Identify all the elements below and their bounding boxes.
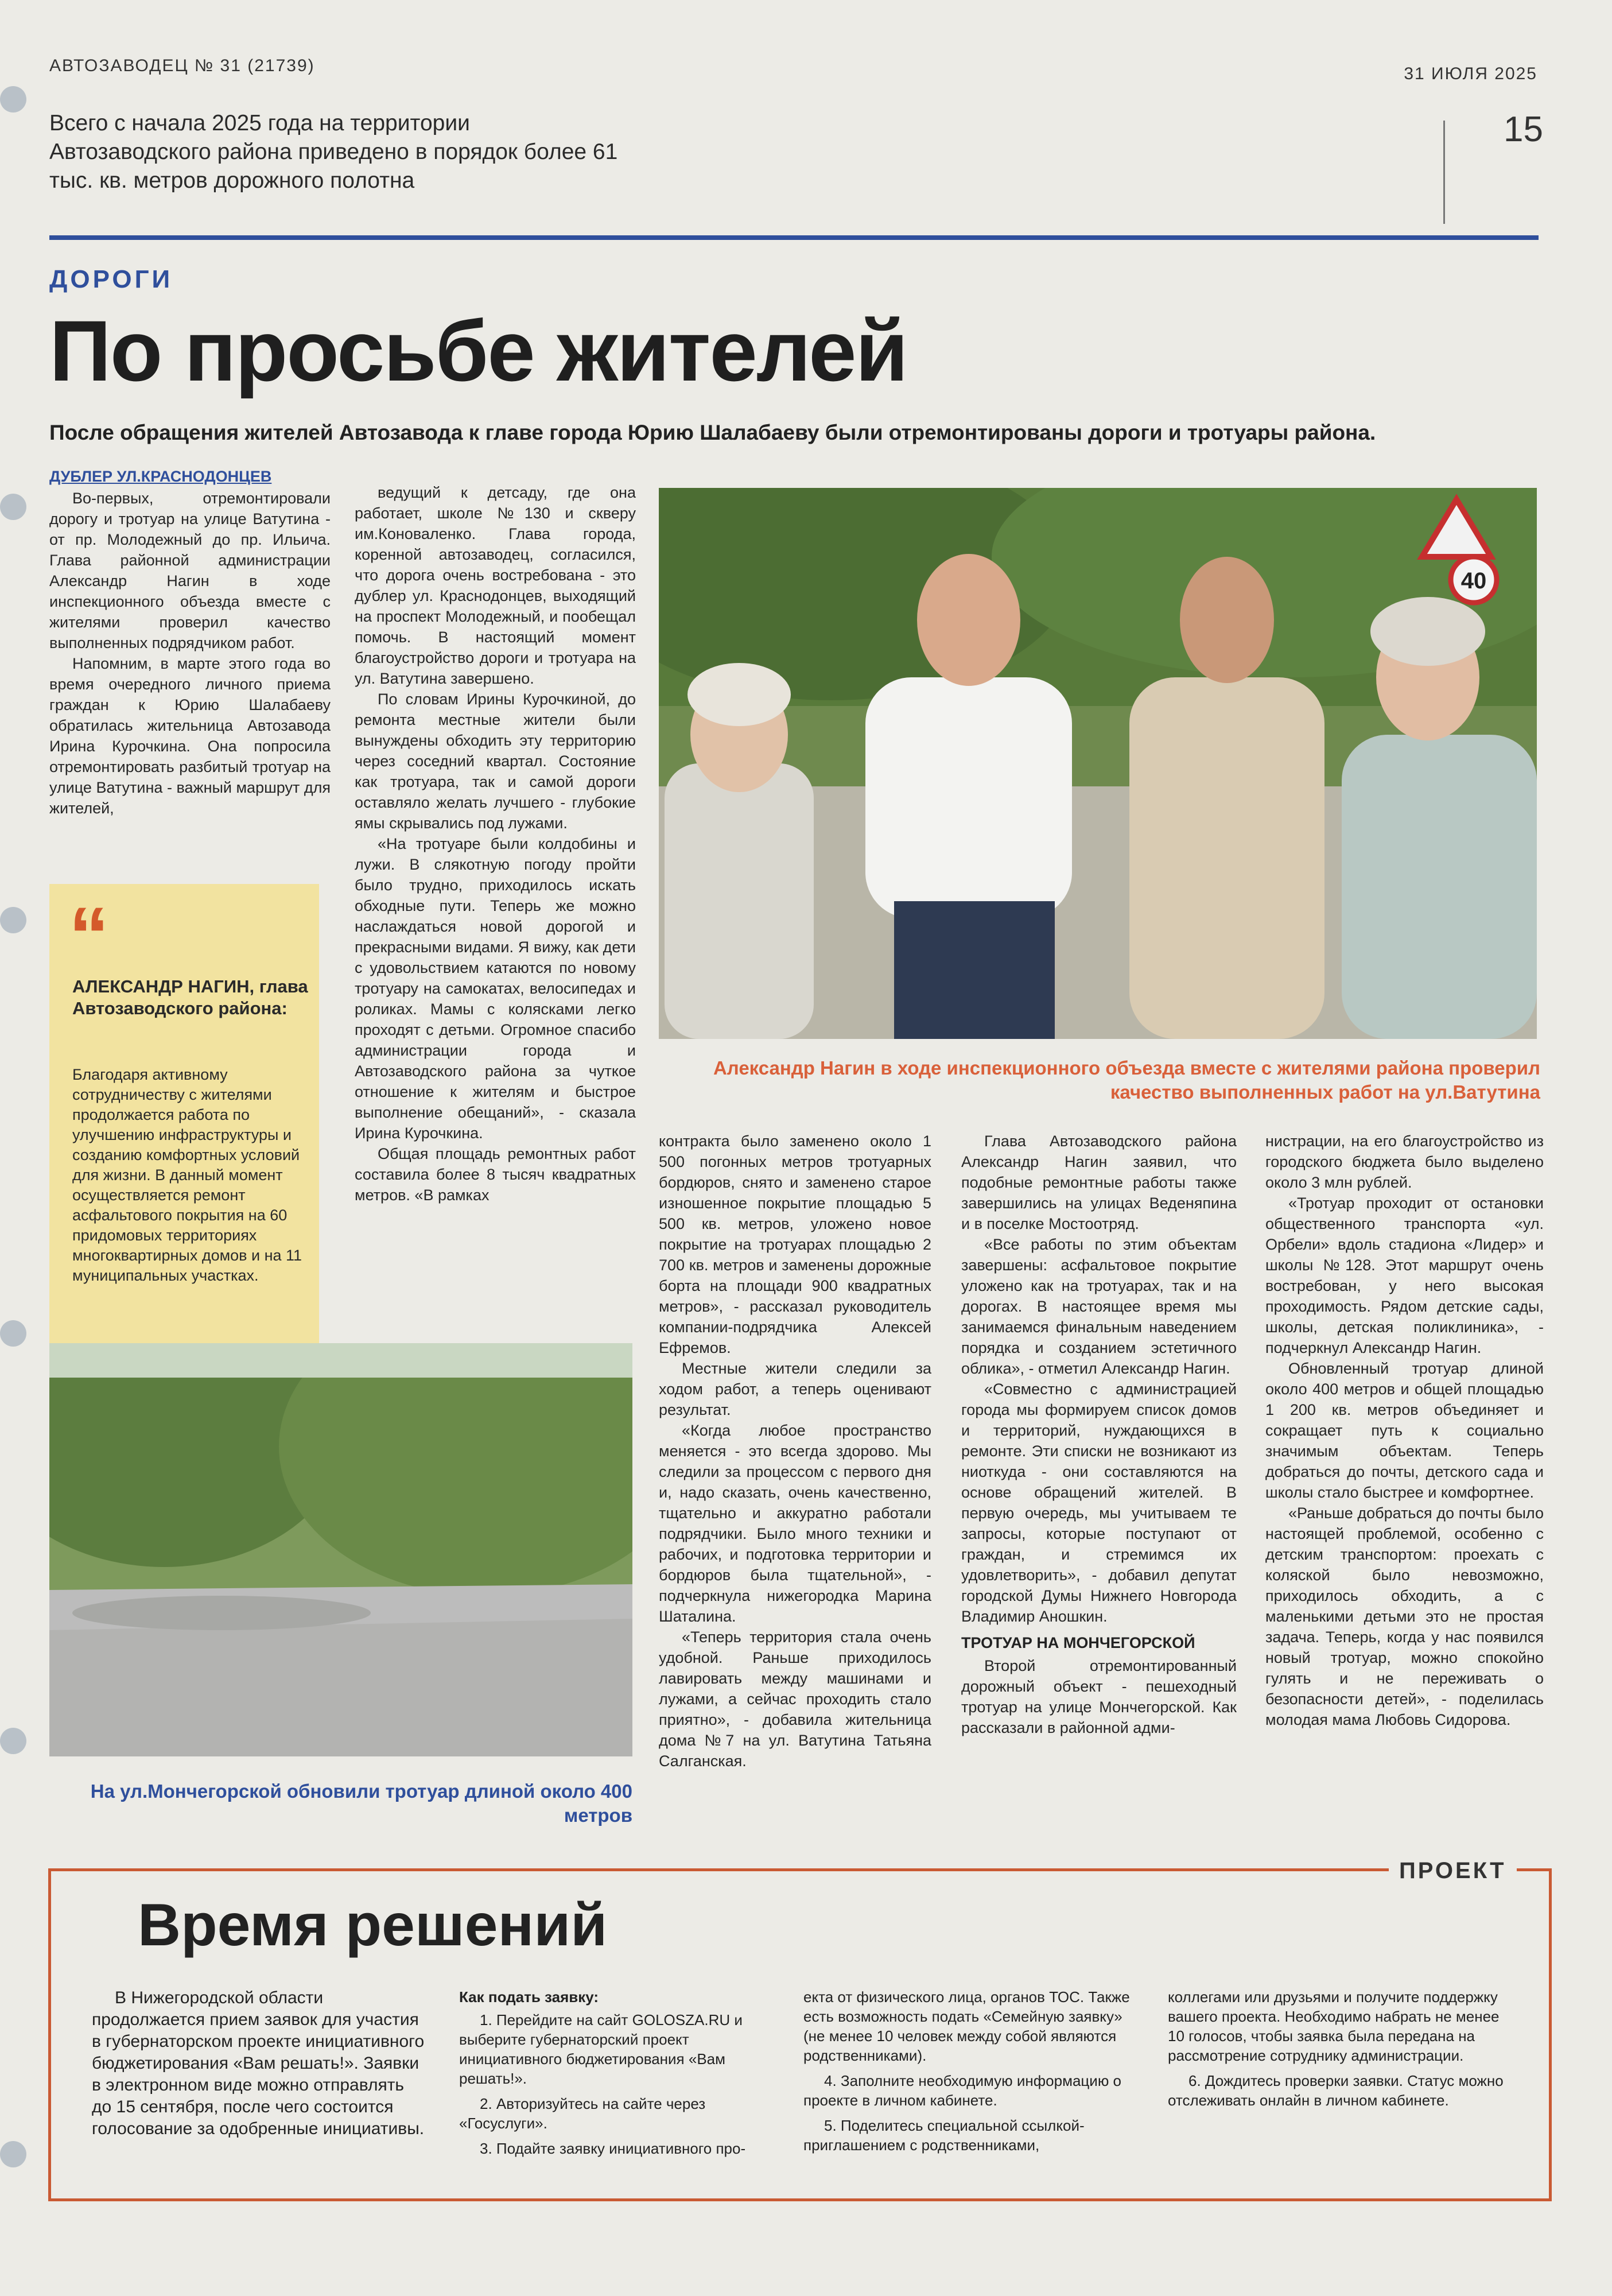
paragraph: Глава Автозаводского района Александр Нагин заявил, что подобные ремонтные работы также завершились на улицах Веденяпина и в поселке Мостоотряд.	[961, 1133, 1237, 1232]
binding-hole	[0, 907, 26, 933]
paragraph: нистрации, на его благоустройство из городского бюджета было выделено около 3 млн рублей.	[1265, 1133, 1544, 1191]
svg-text:40: 40	[1460, 568, 1487, 594]
paragraph: «Все работы по этим объектам завершены: асфальтовое покрытие уложено как на тротуарах, так и на дорогах. В настоящее время мы занимаемся финальным наведением порядка и созданием эстетичного облика», - отметил Александр Нагин.	[961, 1236, 1237, 1377]
paragraph: Общая площадь ремонтных работ составила более 8 тысяч квадратных метров. «В рамках	[355, 1145, 636, 1204]
article-column-1	[49, 468, 331, 819]
project-column-1	[459, 1987, 780, 2164]
project-column-3	[1168, 1987, 1512, 2116]
photo-inspection	[659, 488, 1537, 1039]
paragraph: Обновленный тротуар длиной около 400 метров и общей площадью 1 200 кв. метров объединяет и сокращает путь к социально значимым объектам. Теперь добраться до почты, детского сада и школы стало быстрее и комфортнее.	[1265, 1360, 1544, 1501]
project-label: ПРОЕКТ	[1389, 1858, 1517, 1884]
binding-hole	[0, 1320, 26, 1347]
subheading: ДУБЛЕР УЛ.КРАСНОДОНЦЕВ	[49, 468, 272, 485]
article-column-3	[659, 1131, 931, 1771]
issue-number: АВТОЗАВОДЕЦ № 31 (21739)	[49, 56, 315, 75]
article-lead: После обращения жителей Автозавода к главе города Юрию Шалабаеву были отремонтированы дороги и тротуары района.	[49, 421, 1376, 444]
project-title: Время решений	[138, 1892, 608, 1958]
header-divider	[1443, 121, 1445, 224]
paragraph: Во-первых, отремонтировали дорогу и тротуар на улице Ватутина - от пр. Молодежный до пр. Ильича. Глава районной администрации Александр Нагин в ходе инспекционного объезда вместе с жителями проверил качество выполненных подрядчиком работ.	[49, 490, 331, 651]
project-step: 1. Перейдите на сайт GOLOSZA.RU и выберите губернаторский проект инициативного бюджетирования «Вам решать!».	[459, 2011, 743, 2087]
article-column-2	[355, 482, 636, 1205]
quote-mark-icon: “	[69, 890, 109, 980]
project-step: 6. Дождитесь проверки заявки. Статус можно отслеживать онлайн в личном кабинете.	[1168, 2072, 1504, 2109]
paragraph: Напомним, в марте этого года во время очередного личного приема граждан к Юрию Шалабаеву обратилась жительница Автозавода Ирина Курочкина. Она попросила отремонтировать разбитый тротуар на улице Ватутина - важный маршрут для жителей,	[49, 655, 331, 817]
project-howto-heading: Как подать заявку:	[459, 1988, 599, 2006]
project-lead: В Нижегородской области продолжается прием заявок для участия в губернаторском проекте инициативного бюджетирования «Вам решать!». Заявки в электронном виде можно отправлять до 15 сентября, после чего состоится голосование за одобренные инициативы.	[92, 1988, 425, 2138]
photo-caption: Александр Нагин в ходе инспекционного объезда вместе с жителями района проверил качество выполненных работ на ул.Ватутина	[713, 1057, 1540, 1103]
project-step: коллегами или друзьями и получите поддержку вашего проекта. Необходимо набрать не менее 10 голосов, чтобы заявка была передана на рассмотрение сотруднику администрации.	[1168, 1988, 1500, 2064]
article-column-5	[1265, 1131, 1544, 1730]
paragraph: ведущий к детсаду, где она работает, школе №130 и скверу им.Коноваленко. Глава города, коренной автозаводец, согласился, что дорога очень востребована - это дублер ул. Краснодонцев, выходящий на проспект Молодежный, и пообещал помочь. В настоящий момент благоустройство дороги и тротуара на ул. Ватутина завершено.	[355, 484, 636, 687]
paragraph: Второй отремонтированный дорожный объект - пешеходный тротуар на улице Мончегорской. Как рассказали в районной адми-	[961, 1657, 1237, 1736]
subheading: ТРОТУАР НА МОНЧЕГОРСКОЙ	[961, 1634, 1195, 1651]
header-teaser: Всего с начала 2025 года на территории Автозаводского района приведено в порядок более 61 тыс. кв. метров дорожного полотна	[49, 111, 618, 193]
paragraph: «Совместно с администрацией города мы формируем список домов и территорий, нуждающихся в ремонте. Эти списки не возникают из ниоткуда - они составляются на основе обращений жителей. В первую очередь, мы учитываем те запросы, которые поступают от граждан, и стремимся их удовлетворить», - добавил депутат городской Думы Нижнего Новгорода Владимир Аношкин.	[961, 1380, 1237, 1625]
binding-hole	[0, 1728, 26, 1754]
paragraph: контракта было заменено около 1 500 погонных метров тротуарных бордюров, снято и заменено старое изношенное покрытие площадью 5 500 кв. метров, уложено новое покрытие на тротуарах площадью 2 700 кв. метров и заменены дорожные борта на площади 900 квадратных метров», - рассказал руководитель компании-подрядчика Алексей Ефремов.	[659, 1133, 931, 1356]
paragraph: По словам Ирины Курочкиной, до ремонта местные жители были вынуждены обходить эту территорию через соседний квартал. Состояние как тротуара, так и самой дороги оставляло желать лучшего - глубокие ямы скрывались под лужами.	[355, 691, 636, 832]
quote-author: АЛЕКСАНДР НАГИН, глава Автозаводского района:	[72, 976, 308, 1018]
paragraph: «Тротуар проходит от остановки общественного транспорта «ул. Орбели» вдоль стадиона «Лидер» и школы №128. Этот маршрут очень востребован, у него высокая проходимость. Рядом детские сады, школы, детская поликлиника», - подчеркнул Александр Нагин.	[1265, 1194, 1544, 1356]
article-column-4	[961, 1131, 1237, 1738]
quote-text: Благодаря активному сотрудничеству с жителями продолжается работа по улучшению инфраструктуры и созданию комфортных условий для жизни. В данный момент осуществляется ремонт асфальтового покрытия на 60 придомовых территориях многоквартирных домов и на 11 муниципальных участках.	[72, 1066, 302, 1284]
binding-hole	[0, 494, 26, 520]
project-step: екта от физического лица, органов ТОС. Также есть возможность подать «Семейную заявку» (не менее 10 человек между собой являются родственниками).	[803, 1988, 1130, 2064]
project-column-2	[803, 1987, 1148, 2161]
project-step: 2. Авторизуйтесь на сайте через «Госуслуги».	[459, 2095, 706, 2132]
project-step: 4. Заполните необходимую информацию о проекте в личном кабинете.	[803, 2072, 1122, 2109]
binding-hole	[0, 86, 26, 113]
photo-caption: На ул.Мончегорской обновили тротуар длиной около 400 метров	[90, 1781, 632, 1826]
page-number: 15	[1504, 110, 1543, 149]
paragraph: Местные жители следили за ходом работ, а теперь оценивают результат.	[659, 1360, 931, 1418]
binding-hole	[0, 2141, 26, 2167]
project-step: 3. Подайте заявку инициативного про-	[480, 2140, 746, 2157]
paragraph: «На тротуаре были колдобины и лужи. В слякотную погоду пройти было трудно, приходилось искать обходные пути. Теперь же можно наслаждаться новой дорогой и прекрасными видами. Я вижу, как дети с удовольствием катаются по новому тротуару на самокатах, велосипедах и роликах. Мамы с колясками легко проходят с детьми. Огромное спасибо администрации города и Автозаводского района за чуткое отношение к жителям и быстрое выполнение обещаний», - сказала Ирина Курочкина.	[355, 835, 636, 1142]
paragraph: «Когда любое пространство меняется - это всегда здорово. Мы следили за процессом с первого дня и, надо сказать, очень качественно, тщательно и аккуратно работали подрядчики. Было много техники и рабочих, и подготовка территории и бордюров была тщательной», - подчеркнула нижегородка Марина Шаталина.	[659, 1422, 931, 1625]
project-step: 5. Поделитесь специальной ссылкой-приглашением с родственниками,	[803, 2117, 1085, 2154]
rubric: ДОРОГИ	[49, 265, 173, 293]
paragraph: «Теперь территория стала очень удобной. Раньше приходилось лавировать между машинами и лужами, а сейчас проходить стало приятно», - добавила жительница дома №7 на ул. Ватутина Татьяна Салганская.	[659, 1628, 931, 1770]
article-title: По просьбе жителей	[49, 302, 907, 399]
paragraph: «Раньше добраться до почты было настоящей проблемой, особенно с детским транспортом: проехать с коляской было невозможно, приходилось обходить, а с маленькими детьми это не простая задача. Теперь, когда у нас появился новый тротуар, можно спокойно гулять и не переживать о безопасности детей», - поделилась молодая мама Любовь Сидорова.	[1265, 1504, 1544, 1728]
photo-sidewalk	[49, 1343, 632, 1756]
header-rule	[49, 235, 1539, 240]
issue-date: 31 ИЮЛЯ 2025	[1404, 64, 1537, 83]
